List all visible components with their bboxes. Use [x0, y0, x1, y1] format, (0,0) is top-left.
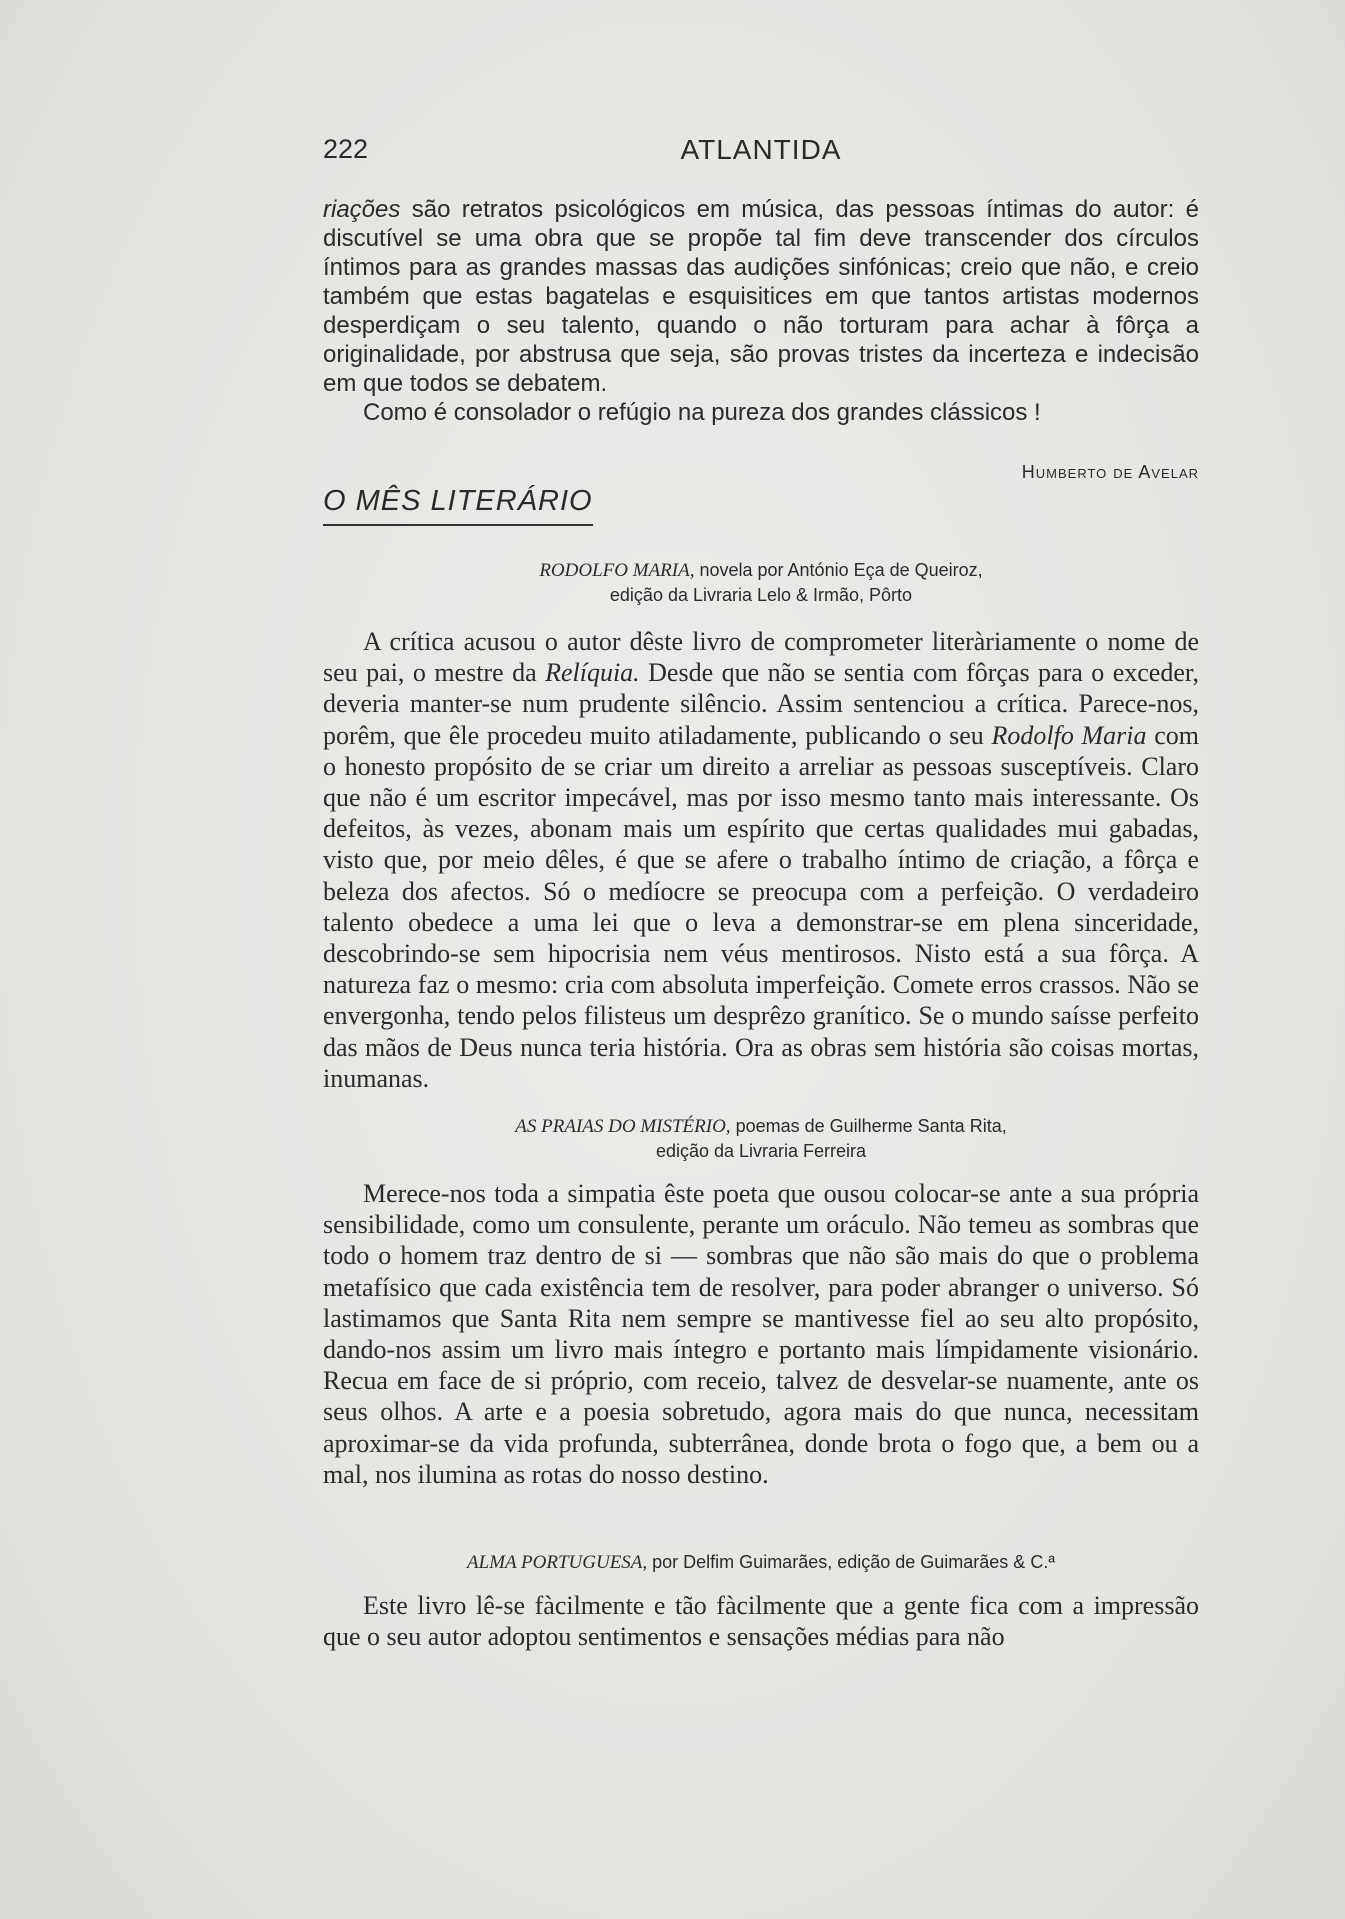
book-publisher: edição da Livraria Ferreira [655, 1141, 867, 1161]
review-3-text [323, 1590, 1199, 1652]
book-details: por Delfim Guimarães, edição de Guimarães & C.ª [647, 1552, 1055, 1572]
entry-heading-line [323, 1114, 1199, 1139]
review-italic-title: Relíquia. [545, 658, 640, 688]
book-title: AS PRAIAS DO MISTÉRIO, [515, 1116, 731, 1137]
intro-closing: Como é consolador o refúgio na pureza dos grandes clássicos ! [363, 399, 1041, 426]
running-title: ATLANTIDA [680, 134, 842, 165]
book-details: poemas de Guilherme Santa Rita, [730, 1116, 1007, 1136]
book-publisher: edição da Livraria Lelo & Irmão, Pôrto [609, 585, 913, 605]
intro-lead-italic: riações [323, 196, 401, 223]
page-number: 222 [323, 134, 369, 164]
review-paragraph [323, 626, 1199, 1094]
review-italic-title: Rodolfo Maria [991, 720, 1147, 750]
intro-text [323, 195, 1199, 427]
book-title: RODOLFO MARIA, [539, 560, 695, 581]
entry-heading-1 [323, 558, 1199, 607]
book-title: ALMA PORTUGUESA, [467, 1552, 648, 1573]
review-text-part: A crítica acusou o autor dêste livro de comprometer literàriamente o nome de seu pai, o mestre da [323, 627, 1199, 688]
review-2-text [323, 1178, 1199, 1490]
intro-lead-rest: são retratos psicológicos em música, das pessoas íntimas do autor: é discutível se uma obra que se propõe tal fim deve transcender dos círculos íntimos para as grandes massas das audições sinfónicas; creio que não, e creio também que estas bagatelas e esquisitices em que tantos artistas modernos desperdiçam o seu talento, quando o não torturam para achar à fôrça a originalidade, por abstrusa que seja, são provas tristes da incerteza e indecisão em que todos se debatem. [323, 196, 1199, 397]
review-text-part: com o honesto propósito de se criar um direito a arreliar as pessoas susceptíveis. Claro que não é um escritor impecável, mas por isso mesmo tanto mais interessante. Os defeitos, às vezes, abonam mais um espírito que certas qualidades mui gabadas, visto que, por meio dêles, é que se afere o trabalho íntimo de criação, a fôrça e beleza dos afectos. Só o medíocre se preocupa com a perfeição. O verdadeiro talento obedece a uma lei que o leva a demonstrar-se em plena sinceridade, descobrindo-se sem hipocrisia nem véus mentirosos. Nisto está a sua fôrça. A natureza faz o mesmo: cria com absoluta imperfeição. Comete erros crassos. Não se envergonha, tendo pelos filisteus um desprêzo granítico. Se o mundo saísse perfeito das mãos de Deus nunca teria história. Ora as obras sem história são coisas mortas, inumanas. [323, 720, 1199, 1093]
review-paragraph: Merece-nos toda a simpatia êste poeta que ousou colocar-se ante a sua própria sensibilidade, como um consulente, perante um oráculo. Não temeu as sombras que todo o homem traz dentro de si — sombras que não são mais do que o problema metafísico que cada existência tem de resolver, para poder abranger o universo. Só lastimamos que Santa Rita nem sempre se mantivesse fiel ao seu alto propósito, dando-nos assim um livro mais íntegro e portanto mais límpidamente visionário. Recua em face de si próprio, com receio, talvez de desvelar-se nuamente, ante os seus olhos. A arte e a poesia sobretudo, agora mais do que nunca, necessitam aproximar-se da vida profunda, subterrânea, donde brota o fogo que, a bem ou a mal, nos ilumina as rotas do nosso destino. [323, 1179, 1199, 1489]
intro-paragraph [323, 195, 1199, 398]
entry-heading-line [323, 558, 1199, 583]
book-details: novela por António Eça de Queiroz, [694, 560, 983, 580]
page-header [323, 134, 1199, 174]
review-paragraph: Este livro lê-se fàcilmente e tão fàcilmente que a gente fica com a impressão que o seu autor adoptou sentimentos e sensações médias para não [323, 1591, 1199, 1652]
entry-heading-line [323, 1550, 1199, 1575]
review-text-part: Desde que não se sentia com fôrças para o exceder, deveria manter-se num prudente silêncio. Assim sentenciou a crítica. Parece-nos, porêm, que êle procedeu muito atiladamente, publicando o seu [323, 658, 1199, 750]
author-signature: Humberto de Avelar [1021, 462, 1199, 482]
section-title: O MÊS LITERÁRIO [323, 485, 593, 526]
review-1-text [323, 626, 1199, 1094]
entry-heading-3 [323, 1550, 1199, 1575]
entry-heading-2 [323, 1114, 1199, 1163]
